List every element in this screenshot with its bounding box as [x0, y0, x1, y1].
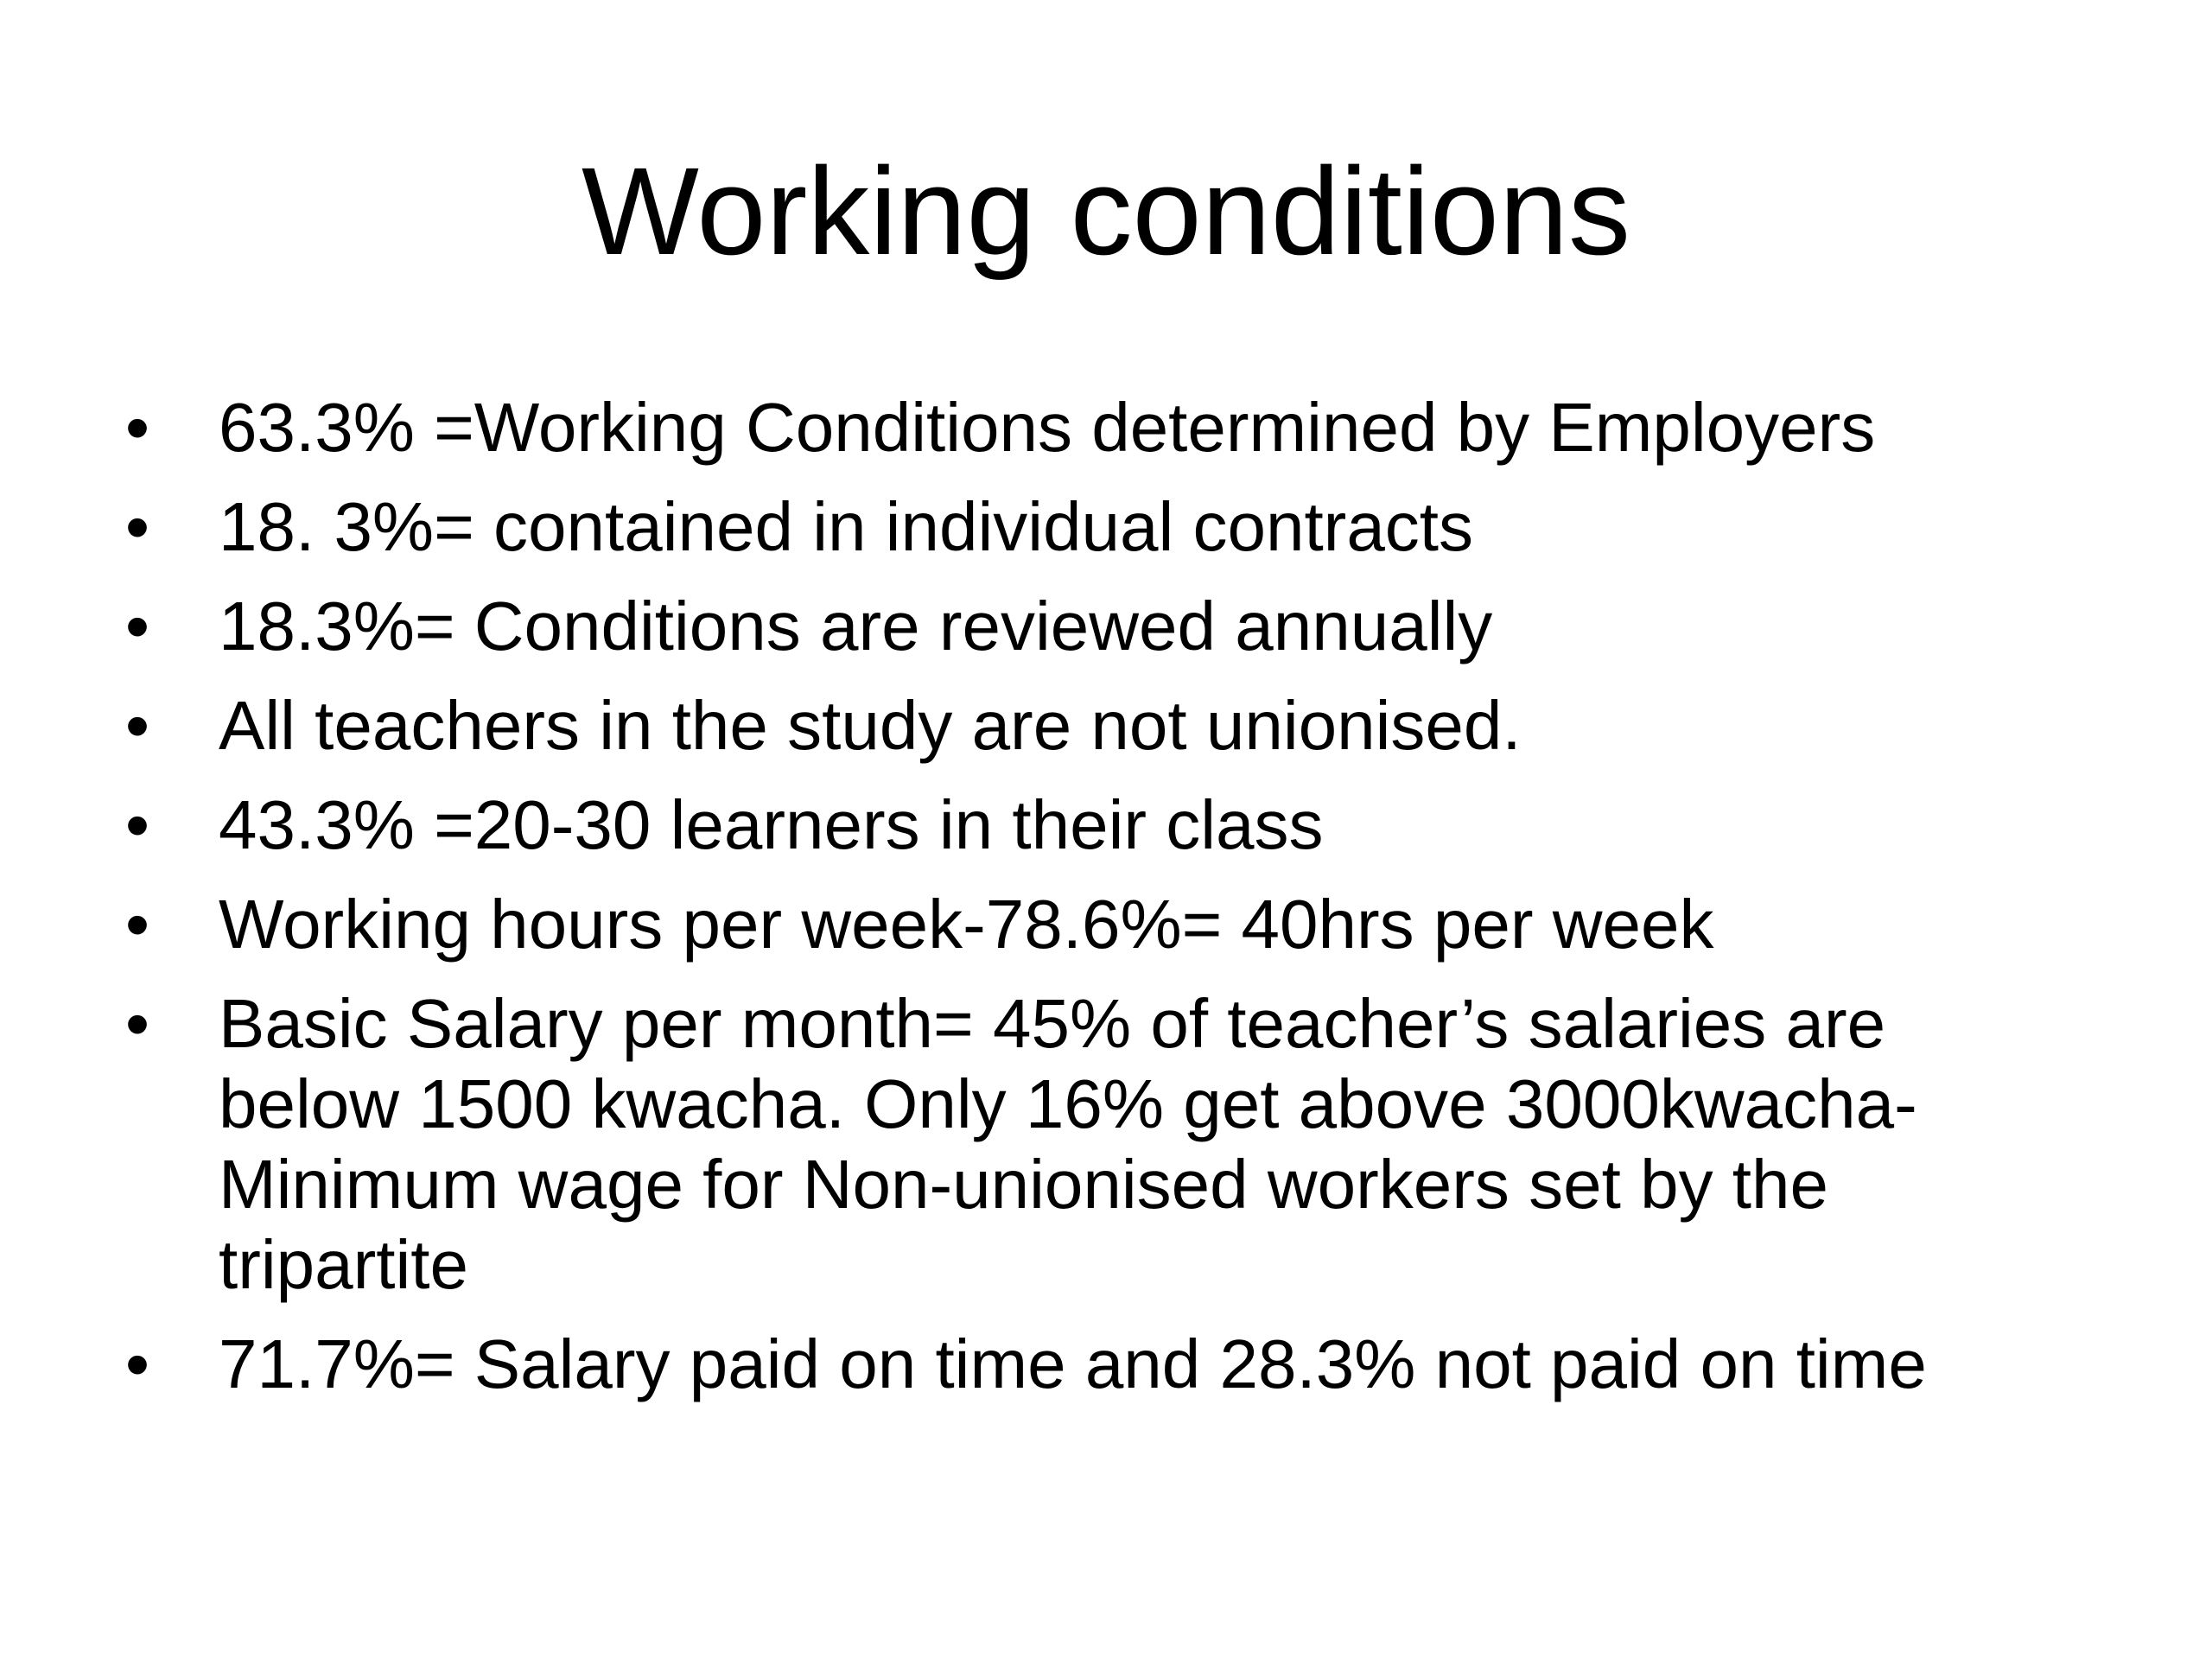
bullet-text: 63.3% =Working Conditions determined by Employers — [219, 389, 1876, 466]
bullet-item — [125, 586, 2113, 666]
bullet-dot-icon: • — [125, 588, 150, 664]
bullet-text: Basic Salary per month= 45% of teacher’s salaries are below 1500 kwacha. Only 16% get above 3000kwacha- Minimum wage for Non-unionised workers set by the tripartite — [219, 985, 1917, 1303]
bullet-dot-icon: • — [125, 1325, 150, 1402]
bullet-list — [125, 387, 2113, 1423]
bullet-item — [125, 685, 2113, 766]
bullet-item — [125, 1324, 2113, 1404]
bullet-dot-icon: • — [125, 488, 150, 565]
bullet-dot-icon: • — [125, 786, 150, 863]
bullet-text: 43.3% =20-30 learners in their class — [219, 786, 1324, 863]
bullet-text: Working hours per week-78.6%= 40hrs per week — [219, 886, 1714, 963]
bullet-text: 18.3%= Conditions are reviewed annually — [219, 588, 1493, 664]
bullet-dot-icon: • — [125, 985, 150, 1062]
bullet-text: 18. 3%= contained in individual contracts — [219, 488, 1474, 565]
bullet-item — [125, 785, 2113, 865]
bullet-item — [125, 387, 2113, 467]
bullet-text: 71.7%= Salary paid on time and 28.3% not paid on time — [219, 1325, 1927, 1402]
bullet-dot-icon: • — [125, 886, 150, 963]
bullet-item — [125, 486, 2113, 567]
bullet-dot-icon: • — [125, 389, 150, 466]
bullet-text: All teachers in the study are not unionised. — [219, 687, 1522, 764]
bullet-item — [125, 884, 2113, 964]
slide-title: Working conditions — [582, 142, 1630, 281]
bullet-dot-icon: • — [125, 687, 150, 764]
bullet-item — [125, 983, 2113, 1305]
